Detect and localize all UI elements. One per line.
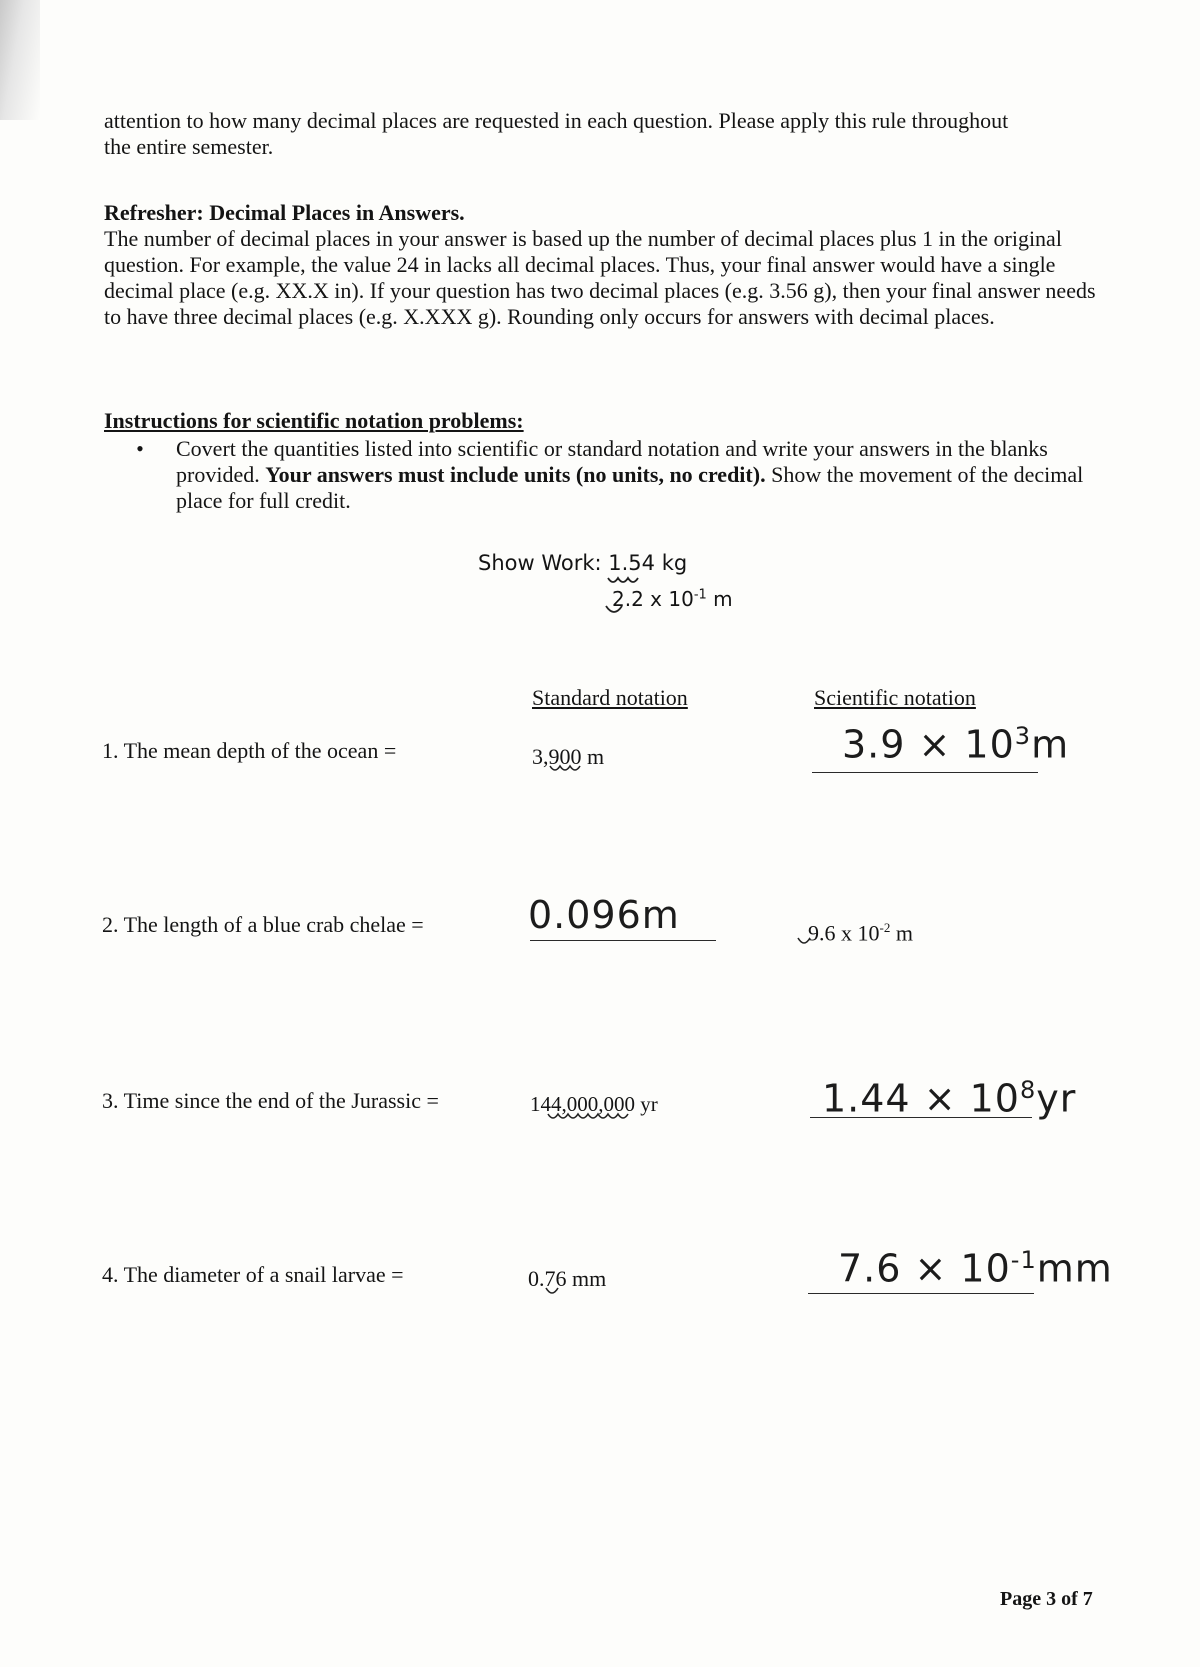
question-2-standard-handwritten: 0.096m: [528, 893, 680, 937]
q3-answer-line: [810, 1117, 1032, 1118]
intro-paragraph: [104, 108, 1104, 160]
intro-line-1: attention to how many decimal places are requested in each question. Please apply this rule throughout: [104, 108, 1009, 133]
q2-answer-line: [530, 940, 716, 941]
standard-notation-heading: Standard notation: [532, 685, 688, 710]
bullet-text: [176, 436, 1104, 514]
q4-sci-exponent: -1: [1010, 1246, 1037, 1274]
question-4-scientific-handwritten: [838, 1246, 1113, 1291]
question-2-label: 2. The length of a blue crab chelae =: [102, 912, 424, 937]
bullet-text-part1: Covert the quantities listed into scientific or standard notation and write your answers in the blanks provided.: [176, 436, 1048, 487]
show-work-exponent: -1: [693, 587, 707, 603]
question-4-standard: 0.76 mm: [528, 1266, 607, 1291]
q4-sci-mantissa: 7.6 × 10: [838, 1246, 1011, 1291]
bullet-text-bold: Your answers must include units (no units, no credit).: [265, 462, 766, 487]
intro-line-2: the entire semester.: [104, 134, 274, 159]
question-3-label: 3. Time since the end of the Jurassic =: [102, 1088, 439, 1113]
q4-decimal-marks: [544, 1280, 572, 1300]
q3-decimal-marks: [546, 1106, 646, 1126]
scientific-notation-heading: Scientific notation: [814, 685, 976, 710]
page-corner-shadow: [0, 0, 40, 120]
question-3-standard: 144,000,000 yr: [530, 1092, 658, 1116]
q1-sci-exponent: 3: [1014, 722, 1032, 750]
q3-sci-mantissa: 1.44 × 10: [822, 1076, 1020, 1121]
bullet-text-part2: Show the movement of the decimal place for full credit.: [176, 462, 1084, 513]
show-work-label: Show Work: 1.54 kg: [478, 551, 688, 575]
refresher-body: The number of decimal places in your answer is based up the number of decimal places plus 1 in the original question. For example, the value 24 in lacks all decimal places. Thus, your final answer would have a single decimal place (e.g. XX.X in). If your question has two decimal places (e.g. 3.56 g), then your final answer needs to have three decimal places (e.g. X.XXX g). Rounding only occurs for answers with decimal places.: [104, 226, 1096, 329]
question-1-label: 1. The mean depth of the ocean =: [102, 738, 397, 763]
q4-sci-unit: mm: [1036, 1246, 1113, 1291]
show-work-unit: m: [706, 587, 733, 611]
question-3-scientific-handwritten: [822, 1076, 1076, 1121]
show-work-times: x 10: [643, 587, 694, 611]
question-1-scientific-handwritten: [842, 722, 1069, 767]
instructions-bullet: [104, 436, 1104, 514]
q2-sci-mantissa: 9.6 x 10: [808, 920, 880, 946]
refresher-section: [104, 200, 1104, 330]
page-number: Page 3 of 7: [1000, 1588, 1093, 1610]
question-4-label: 4. The diameter of a snail larvae =: [102, 1262, 404, 1287]
decimal-movement-marks: [604, 568, 664, 626]
q1-sci-unit: m: [1031, 722, 1070, 767]
q1-sci-mantissa: 3.9 × 10: [842, 722, 1015, 767]
q1-answer-line: [812, 772, 1038, 773]
refresher-heading: Refresher: Decimal Places in Answers.: [104, 200, 465, 225]
q4-answer-line: [808, 1293, 1034, 1294]
q2-sci-unit: m: [890, 920, 913, 946]
instructions-heading: Instructions for scientific notation problems:: [104, 408, 524, 433]
instructions-section: [104, 408, 1104, 514]
q3-sci-unit: yr: [1036, 1076, 1077, 1121]
q2-sci-exponent: -2: [879, 920, 891, 935]
question-2-scientific: [808, 920, 913, 946]
question-1-standard: 3,900 m: [532, 744, 605, 769]
q2-decimal-marks: [796, 930, 820, 950]
q1-decimal-marks: [548, 758, 590, 778]
show-work-mantissa: 2.2: [612, 587, 644, 611]
q3-sci-exponent: 8: [1019, 1076, 1037, 1104]
bullet-icon: •: [136, 436, 144, 461]
